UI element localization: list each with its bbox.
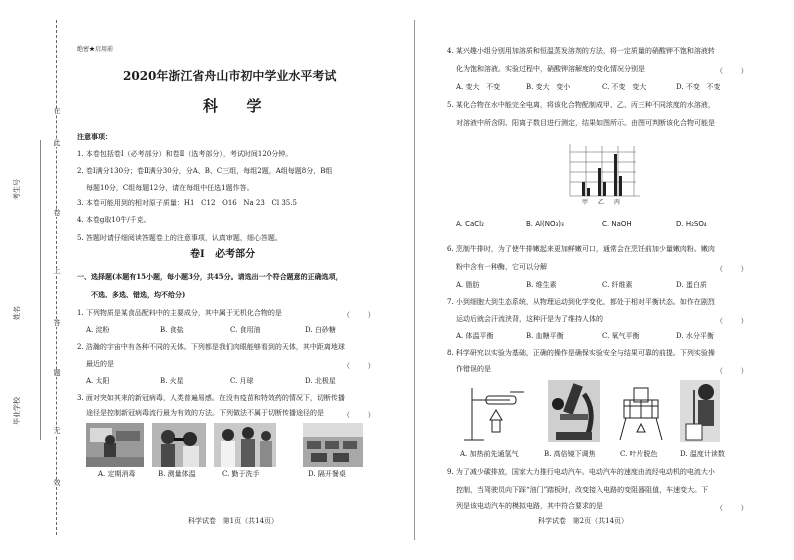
diagram-leaf-decolor [614,380,668,444]
question-3-option-b[interactable]: B. 测量体温 [158,470,196,478]
photo-temperature [152,423,206,467]
name-label: 姓名 [13,306,21,320]
note-line: 4. 本卷g取10牛/千克。 [77,216,151,224]
question-5-option-c[interactable]: C. NaOH [602,220,632,228]
binding-solid-line [40,140,41,440]
note-line: 2. 卷Ⅰ满分130分；卷Ⅱ满分30分，分A、B、C三组，每组2题，A组每题8分，B组 [77,167,333,175]
question-4-option-a[interactable]: A. 变大 不变 [456,83,501,91]
note-line: 3. 本卷可能用到的相对原子质量：H1 C12 O16 Na 23 Cl 35.5 [77,199,297,207]
question-8-stem: 作错误的是 [456,365,491,373]
binding-dashed-line [56,20,57,535]
answer-blank[interactable]: （ ） [716,367,748,375]
question-7-stem: 7. 小到细胞大到生态系统，从物理运动到化学变化，都处于相对平衡状态。如作在剧烈 [447,298,715,306]
margin-mark: 题 [53,369,61,377]
answer-blank[interactable]: （ ） [343,362,375,370]
answer-blank[interactable]: （ ） [716,504,748,512]
question-7-option-c[interactable]: C. 氧气平衡 [602,332,640,340]
question-6-option-b[interactable]: B. 维生素 [526,281,557,289]
photo-separated-tables [303,423,363,467]
question-4-stem: 4. 某兴趣小组分别用加溶质和恒温蒸发溶剂的方法，将一定质量的硝酸钾不饱和溶液转 [447,47,715,55]
question-6-stem: 6. 烹制牛排时，为了使牛排嫩起来更加鲜嫩可口，通常会在烹饪前加少量嫩肉粉。嫩肉 [447,245,715,253]
question-4-option-c[interactable]: C. 不变 变大 [602,83,647,91]
question-2-option-c[interactable]: C. 月球 [230,377,254,385]
question-2-option-a[interactable]: A. 太阳 [86,377,110,385]
page-fold-line [414,20,415,540]
margin-mark: 上 [53,267,61,275]
question-3-option-d[interactable]: D. 隔开餐桌 [308,470,346,478]
question-8-option-c[interactable]: C. 叶片脱色 [620,450,658,458]
notes-heading: 注意事项： [77,132,112,141]
answer-blank[interactable]: （ ） [716,67,748,75]
question-6-option-a[interactable]: A. 脂肪 [456,281,480,289]
answer-blank[interactable]: （ ） [716,265,748,273]
question-5-option-a[interactable]: A. CaCl₂ [456,220,484,228]
question-3-option-c[interactable]: C. 勤于洗手 [222,470,260,478]
question-4-option-b[interactable]: B. 变大 变小 [526,83,571,91]
question-9-stem: 控制，当驾驶员向下踩“油门”踏板时，改变接入电路的变阻器阻值，车速变大。下 [456,486,709,494]
question-7-option-a[interactable]: A. 体温平衡 [456,332,494,340]
question-2-option-b[interactable]: B. 火星 [160,377,184,385]
ion-count-figure [556,138,646,212]
page-footer: 科学试卷 第1页（共14页） [188,517,279,525]
note-line: 每题10分，C组每题12分，请在每组中任选1题作答。 [86,184,254,192]
question-6-option-c[interactable]: C. 纤维素 [602,281,633,289]
margin-mark: 卷 [53,209,61,217]
question-2-stem: 2. 浩瀚的宇宙中有各种不同的天体。下列都是我们肉眼能够看到的天体，其中距离地球 [77,343,345,351]
photo-disinfection [86,423,144,467]
note-line: 1. 本卷包括卷Ⅰ（必考部分）和卷Ⅱ（选考部分），考试时间120分钟。 [77,150,293,158]
question-8-stem: 8. 科学研究以实验为基础，正确的操作是确保实验安全与结果可靠的前提。下列实验操 [447,349,715,357]
subject-title: 科 学 [203,97,268,115]
question-9-stem: 9. 为了减少碳排放，国家大力推行电动汽车。电动汽车的速度由流经电动机的电流大小 [447,468,715,476]
question-6-stem: 粉中含有一种酶，它可以分解 [456,263,547,271]
chart-category-label: 丙 [614,199,621,206]
question-8-option-d[interactable]: D. 温度计读数 [680,450,725,458]
question-1-option-a[interactable]: A. 淀粉 [86,326,110,334]
exam-title: 2020年浙江省舟山市初中学业水平考试 [123,69,337,83]
question-9-stem: 列是该电动汽车的模拟电路，其中符合要求的是 [456,502,603,510]
question-5-stem: 对溶液中所含阴、阳离子数目进行测定，结果如图所示。由图可判断该化合物可能是 [456,119,715,127]
photo-thermometer-reading [680,380,720,442]
school-label: 毕业学校 [13,397,21,425]
section-heading: 一、选择题(本题有15小题，每小题3分，共45分。请选出一个符合题意的正确选项， [77,272,343,281]
question-3-stem: 3. 面对突如其来的新冠病毒，人类普遍易感。在没有疫苗和特效药的情况下，切断传播 [77,394,345,402]
question-6-option-d[interactable]: D. 蛋白质 [676,281,707,289]
question-5-stem: 5. 某化合物在水中能完全电离，将该化合物配制成甲、乙、丙三种不同浓度的水溶液， [447,101,715,109]
question-4-stem: 化为饱和溶液。实验过程中，硝酸钾溶解度的变化情况分别是 [456,65,645,73]
question-7-option-b[interactable]: B. 血糖平衡 [526,332,564,340]
diagram-hydrogen-heating [460,380,530,444]
question-1-option-d[interactable]: D. 白砂糖 [305,326,336,334]
page-footer: 科学试卷 第2页（共14页） [538,517,629,525]
question-8-option-b[interactable]: B. 高倍镜下调焦 [544,450,596,458]
margin-mark: 效 [53,479,61,487]
volume-title: 卷Ⅰ 必考部分 [190,249,256,260]
question-3-stem: 途径是控制新冠病毒流行最为有效的方法。下列做法不属于切断传播途径的是 [86,409,324,417]
question-7-option-d[interactable]: D. 水分平衡 [676,332,714,340]
question-8-option-a[interactable]: A. 加热前先通氢气 [460,450,519,458]
section-heading: 不选、多选、错选，均不给分) [91,290,186,299]
question-4-option-d[interactable]: D. 不变 不变 [676,83,721,91]
photo-microscope [548,380,600,442]
question-7-stem: 运动后就会汗流浃背，这种汗是为了维持人体的 [456,315,603,323]
question-5-option-b[interactable]: B. Al(NO₃)₃ [526,220,564,228]
question-1-option-c[interactable]: C. 食用油 [230,326,261,334]
margin-mark: 答 [53,319,61,327]
photo-handwashing [214,423,276,467]
candidate-number-label: 考生号 [13,179,21,200]
chart-category-label: 甲 [582,199,589,206]
answer-blank[interactable]: （ ） [343,311,375,319]
question-1-option-b[interactable]: B. 食盐 [160,326,184,334]
question-5-option-d[interactable]: D. H₂SO₄ [676,220,707,228]
secret-mark: 绝密★启用前 [77,46,114,53]
question-1-stem: 1. 下列物质是某食品配料中的主要成分，其中属于无机化合物的是 [77,309,282,317]
question-2-option-d[interactable]: D. 北极星 [305,377,336,385]
question-3-option-a[interactable]: A. 定期消毒 [98,470,136,478]
note-line: 5. 答题时请仔细阅读答题卷上的注意事项，认真审题，细心答题。 [77,234,282,242]
answer-blank[interactable]: （ ） [716,317,748,325]
chart-category-label: 乙 [598,199,605,206]
margin-mark: 在 [53,107,61,115]
question-2-stem: 最近的是 [86,360,114,368]
answer-blank[interactable]: （ ） [343,411,375,419]
margin-mark: 无 [53,427,61,435]
margin-mark: 此 [53,139,61,147]
